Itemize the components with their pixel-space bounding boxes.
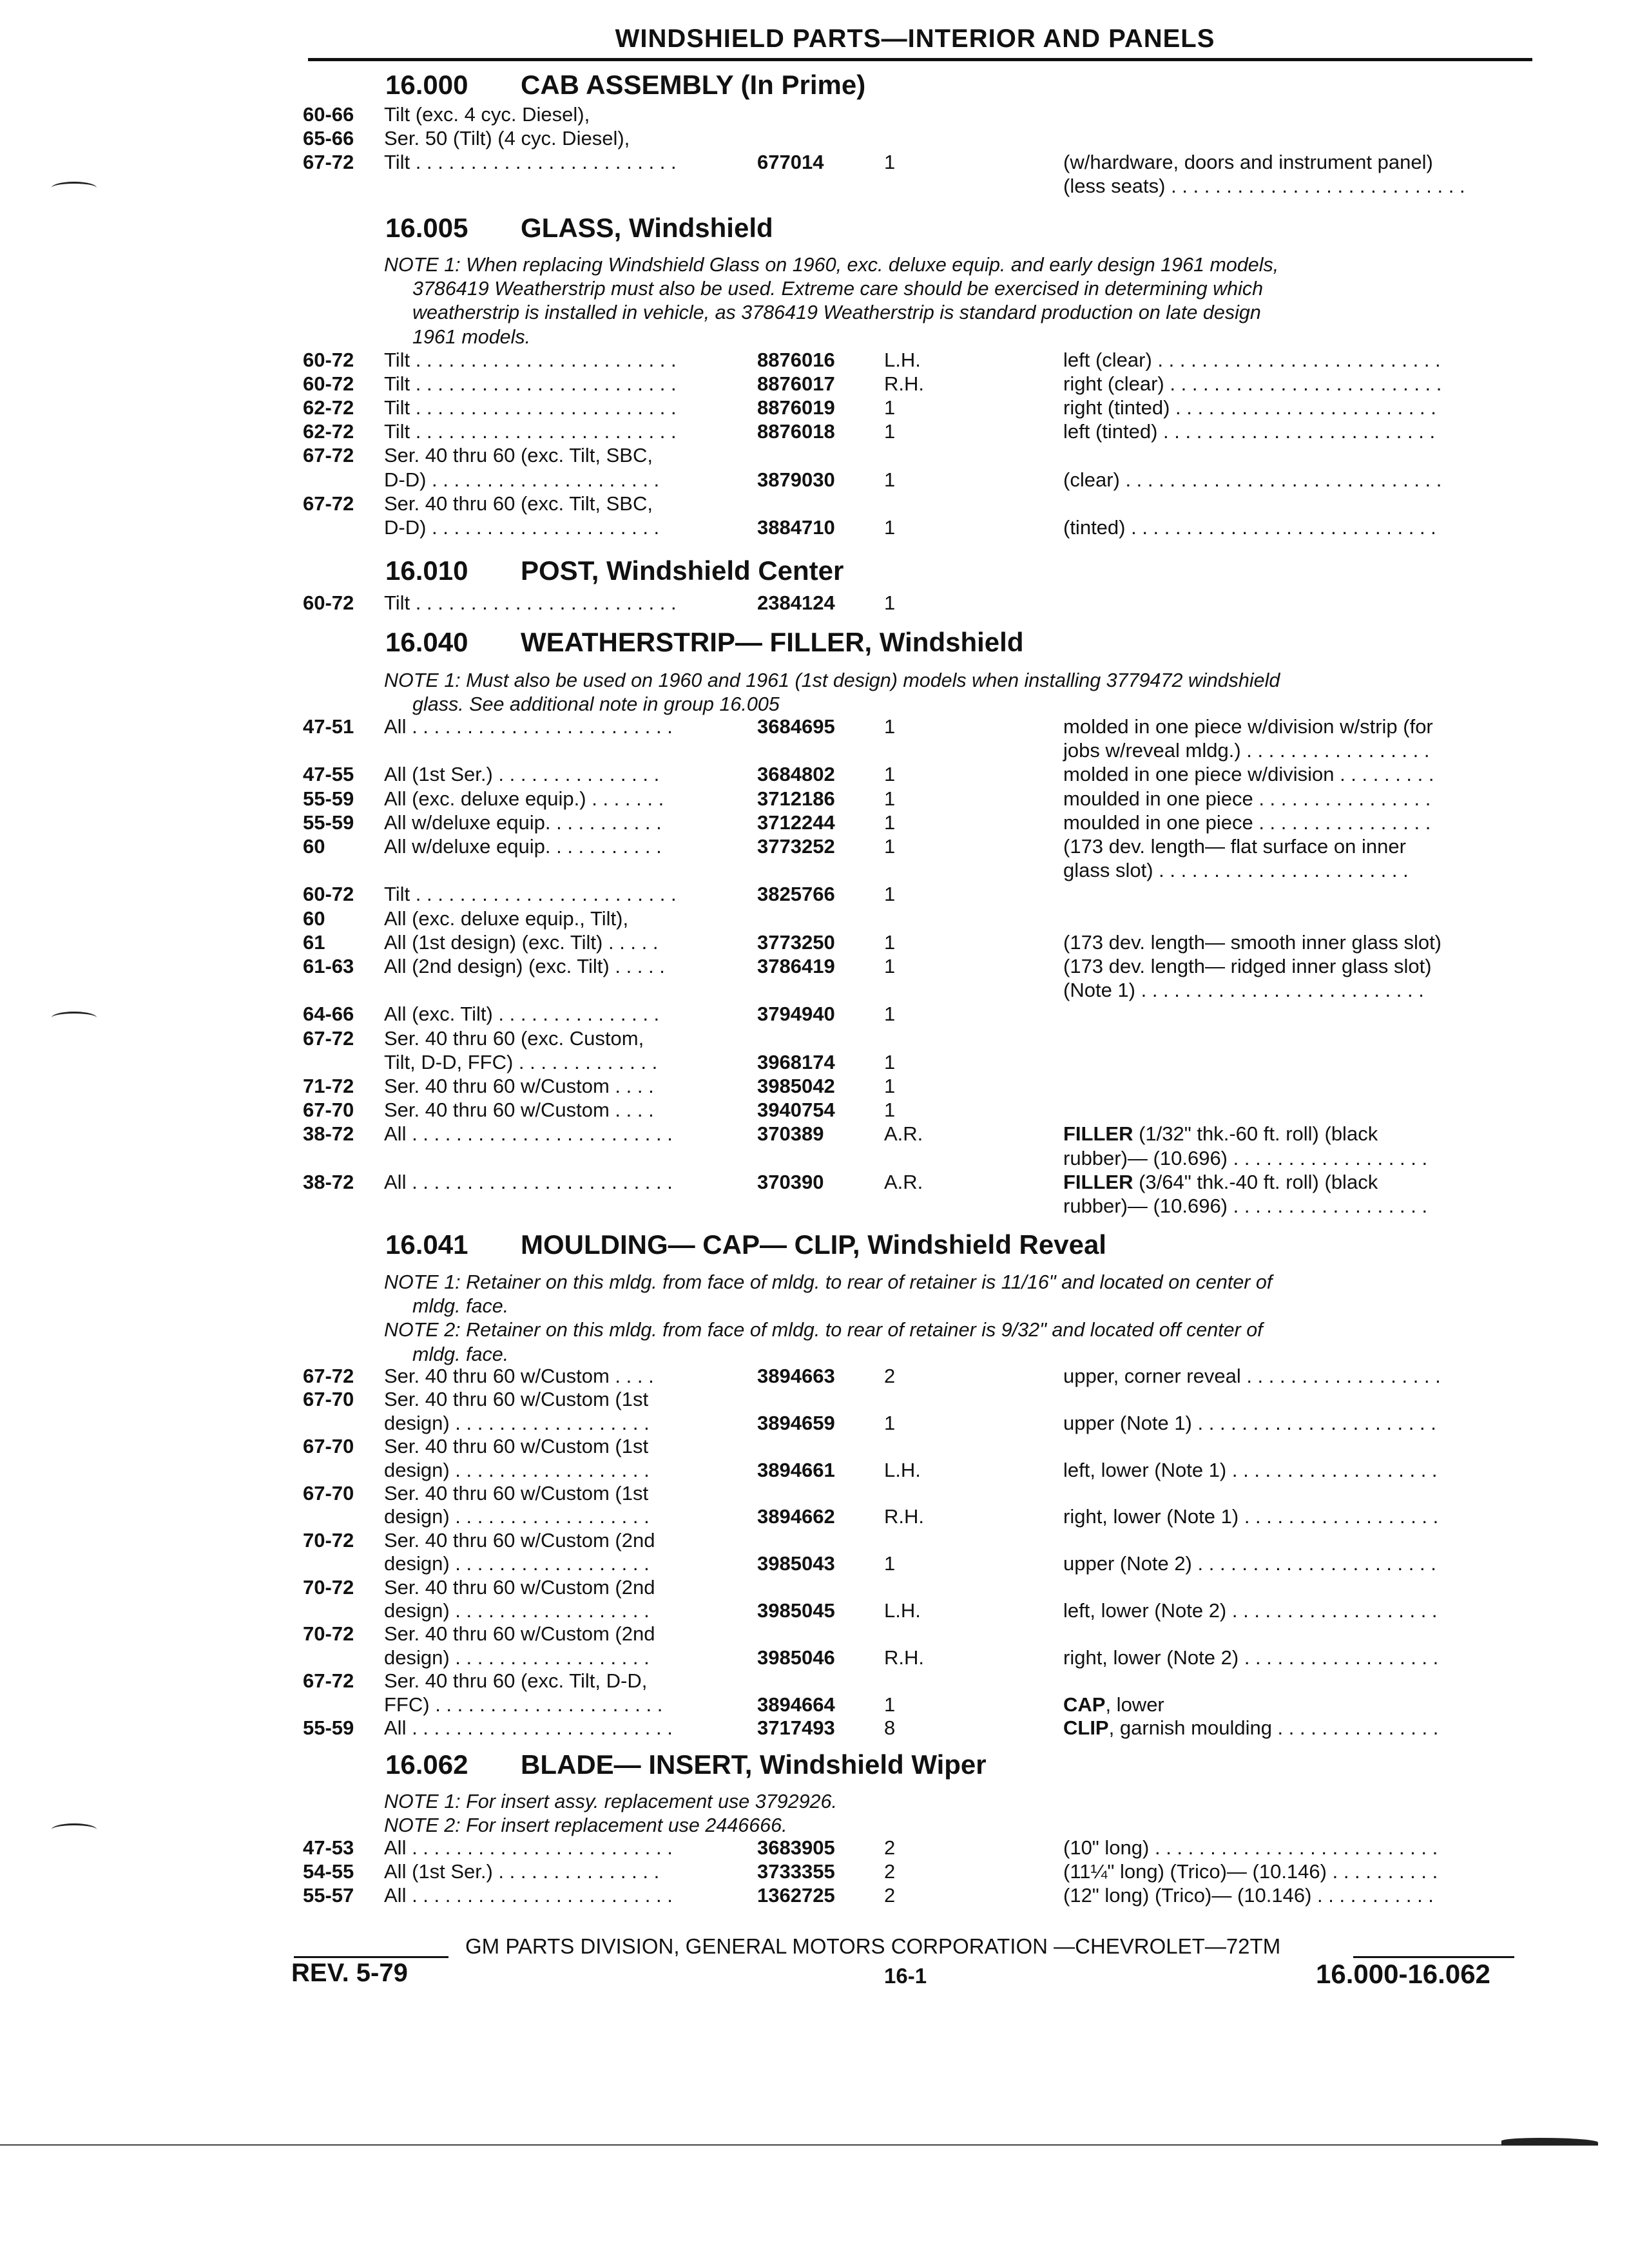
application: Tilt . . . . . . . . . . . . . . . . . . . . . . . . — [384, 372, 677, 396]
model-years: 47-53 — [303, 1836, 354, 1859]
description-text: (clear) . . . . . . . . . . . . . . . . . . . . . . . . . . . . . — [1063, 468, 1442, 491]
part-number: 3884710 — [757, 515, 835, 539]
application: design) . . . . . . . . . . . . . . . . . . — [384, 1458, 650, 1481]
description — [1063, 372, 1441, 396]
model-years: 67-72 — [303, 492, 354, 515]
description-text: (173 dev. length— ridged inner glass slot) — [1063, 955, 1432, 977]
quantity: 2 — [884, 1884, 896, 1907]
description — [1063, 739, 1430, 762]
application: design) . . . . . . . . . . . . . . . . . . — [384, 1646, 650, 1669]
part-number: 3894662 — [757, 1505, 835, 1528]
description — [1063, 1195, 1427, 1218]
quantity: 1 — [884, 1552, 896, 1575]
model-years: 70-72 — [303, 1528, 354, 1552]
description-text: (w/hardware, doors and instrument panel) — [1063, 151, 1433, 173]
part-type-label: CLIP — [1063, 1716, 1109, 1739]
application: All w/deluxe equip. . . . . . . . . . . — [384, 811, 662, 834]
description-text: upper, corner reveal . . . . . . . . . . . . . . . . . . — [1063, 1365, 1441, 1387]
section-note: NOTE 1: Retainer on this mldg. from face of mldg. to rear of retainer is 11/16" and located on center of mldg. face. NOTE 2: Retainer on this mldg. from face of mldg. to rear of retainer is 9/32" and located off center of mldg. face. — [384, 1271, 1273, 1365]
model-years: 67-72 — [303, 1365, 354, 1387]
description — [1063, 396, 1436, 419]
model-years: 61 — [303, 930, 325, 954]
part-number: 3684695 — [757, 715, 835, 738]
model-years: 64-66 — [303, 1003, 354, 1026]
quantity: 1 — [884, 1003, 896, 1026]
model-years: 62-72 — [303, 396, 354, 419]
part-number: 3985045 — [757, 1599, 835, 1622]
part-number: 3773252 — [757, 835, 835, 858]
part-number: 677014 — [757, 151, 824, 173]
model-years: 67-70 — [303, 1435, 354, 1458]
part-number: 370389 — [757, 1122, 824, 1146]
description-text: upper (Note 1) . . . . . . . . . . . . . . . . . . . . . . — [1063, 1411, 1436, 1434]
part-number: 8876018 — [757, 420, 835, 443]
model-years: 55-59 — [303, 1716, 354, 1739]
quantity: 2 — [884, 1836, 896, 1859]
application: All . . . . . . . . . . . . . . . . . . . . . . . . — [384, 1836, 673, 1859]
quantity: L.H. — [884, 1458, 921, 1481]
part-type-label: CAP — [1063, 1693, 1106, 1716]
description-text: left, lower (Note 2) . . . . . . . . . . . . . . . . . . . — [1063, 1599, 1438, 1622]
model-years: 67-72 — [303, 1669, 354, 1693]
part-number: 3894659 — [757, 1411, 835, 1434]
description-text: (Note 1) . . . . . . . . . . . . . . . . . . . . . . . . . . — [1063, 979, 1424, 1002]
description-text: rubber)— (10.696) . . . . . . . . . . . . . . . . . . — [1063, 1146, 1428, 1169]
model-years: 38-72 — [303, 1122, 354, 1146]
application: All (2nd design) (exc. Tilt) . . . . . — [384, 955, 665, 977]
description — [1063, 349, 1441, 372]
description — [1063, 1716, 1438, 1740]
application: All . . . . . . . . . . . . . . . . . . . . . . . . — [384, 715, 673, 738]
quantity: 1 — [884, 955, 896, 977]
quantity: 1 — [884, 515, 896, 539]
description — [1063, 1412, 1436, 1435]
quantity: 1 — [884, 883, 896, 906]
application: Ser. 40 thru 60 w/Custom . . . . — [384, 1099, 654, 1122]
description — [1063, 1122, 1378, 1146]
binding-hole-mark — [52, 1823, 97, 1836]
model-years: 38-72 — [303, 1170, 354, 1193]
description-text: right, lower (Note 2) . . . . . . . . . . . . . . . . . . — [1063, 1646, 1439, 1669]
quantity: 1 — [884, 1693, 896, 1716]
quantity: 1 — [884, 1099, 896, 1122]
description — [1063, 1646, 1438, 1669]
model-years: 55-59 — [303, 787, 354, 810]
part-number: 3733355 — [757, 1860, 835, 1883]
application: D-D) . . . . . . . . . . . . . . . . . . . . . — [384, 468, 660, 491]
part-number: 3786419 — [757, 955, 835, 977]
quantity: 1 — [884, 1050, 896, 1073]
part-number: 2384124 — [757, 591, 835, 614]
binding-hole-mark — [52, 1012, 97, 1024]
part-number: 3712244 — [757, 811, 835, 834]
description-text: (11¼" long) (Trico)— (10.146) . . . . . . . . . . — [1063, 1860, 1438, 1883]
application: Tilt . . . . . . . . . . . . . . . . . . . . . . . . — [384, 396, 677, 419]
part-number: 3894663 — [757, 1365, 835, 1387]
description-text: , garnish moulding . . . . . . . . . . . . . . . — [1108, 1716, 1439, 1739]
model-years: 60-72 — [303, 591, 354, 614]
model-years: 54-55 — [303, 1860, 354, 1883]
application: All (1st design) (exc. Tilt) . . . . . — [384, 930, 659, 954]
description — [1063, 151, 1433, 174]
description-text: right (tinted) . . . . . . . . . . . . . . . . . . . . . . . . — [1063, 396, 1436, 419]
description-text: moulded in one piece . . . . . . . . . . . . . . . . — [1063, 787, 1431, 810]
part-number: 370390 — [757, 1170, 824, 1193]
description — [1063, 175, 1465, 198]
model-years: 67-70 — [303, 1388, 354, 1411]
description — [1063, 931, 1441, 954]
quantity: 2 — [884, 1860, 896, 1883]
quantity: L.H. — [884, 349, 921, 371]
quantity: 2 — [884, 1365, 896, 1387]
description — [1063, 1505, 1438, 1528]
application: design) . . . . . . . . . . . . . . . . . . — [384, 1411, 650, 1434]
description-text: jobs w/reveal mldg.) . . . . . . . . . . . . . . . . . — [1063, 739, 1430, 762]
application: All (exc. Tilt) . . . . . . . . . . . . . . . — [384, 1003, 660, 1026]
description-text: (less seats) . . . . . . . . . . . . . . . . . . . . . . . . . . . — [1063, 175, 1465, 197]
part-number: 3712186 — [757, 787, 835, 810]
application: Ser. 40 thru 60 (exc. Custom, — [384, 1026, 644, 1050]
description-text: glass slot) . . . . . . . . . . . . . . . . . . . . . . . — [1063, 859, 1409, 882]
application: All . . . . . . . . . . . . . . . . . . . . . . . . — [384, 1170, 673, 1193]
part-number: 3894661 — [757, 1458, 835, 1481]
section-heading: 16.040 WEATHERSTRIP— FILLER, Windshield — [385, 627, 1024, 657]
description — [1063, 1459, 1438, 1482]
description-text: (10" long) . . . . . . . . . . . . . . . . . . . . . . . . . . — [1063, 1836, 1438, 1859]
description-text: moulded in one piece . . . . . . . . . . . . . . . . — [1063, 811, 1431, 834]
part-number: 3684802 — [757, 763, 835, 786]
model-years: 67-72 — [303, 1026, 354, 1050]
part-number: 8876016 — [757, 349, 835, 371]
revision-label: REV. 5-79 — [291, 1959, 408, 1987]
description — [1063, 420, 1435, 443]
description — [1063, 787, 1431, 811]
description-text: left, lower (Note 1) . . . . . . . . . . . . . . . . . . . — [1063, 1458, 1438, 1481]
quantity: 1 — [884, 396, 896, 419]
model-years: 60-66 — [303, 103, 354, 126]
description-text: , lower — [1105, 1693, 1164, 1716]
part-number: 3794940 — [757, 1003, 835, 1026]
page-number: 16-1 — [884, 1964, 927, 1988]
application: All (exc. deluxe equip., Tilt), — [384, 907, 629, 930]
part-number: 8876017 — [757, 372, 835, 396]
part-number: 3940754 — [757, 1099, 835, 1122]
scan-smudge — [1501, 2138, 1598, 2146]
application: Ser. 40 thru 60 w/Custom (2nd — [384, 1528, 655, 1552]
description — [1063, 1884, 1434, 1907]
quantity: 1 — [884, 811, 896, 834]
quantity: 1 — [884, 787, 896, 810]
description — [1063, 1147, 1427, 1170]
quantity: 1 — [884, 1075, 896, 1097]
description — [1063, 1599, 1438, 1622]
application: Ser. 40 thru 60 (exc. Tilt, SBC, — [384, 492, 653, 515]
application: Ser. 40 thru 60 w/Custom (2nd — [384, 1622, 655, 1646]
description — [1063, 979, 1424, 1002]
description — [1063, 1171, 1378, 1194]
quantity: A.R. — [884, 1170, 923, 1193]
quantity: 1 — [884, 151, 896, 173]
model-years: 67-70 — [303, 1482, 354, 1504]
part-number: 1362725 — [757, 1884, 835, 1907]
quantity: 1 — [884, 420, 896, 443]
part-number: 3825766 — [757, 883, 835, 906]
model-years: 55-57 — [303, 1884, 354, 1907]
quantity: 1 — [884, 930, 896, 954]
quantity: 8 — [884, 1716, 896, 1739]
quantity: R.H. — [884, 372, 924, 396]
description — [1063, 859, 1409, 882]
model-years: 47-51 — [303, 715, 354, 738]
quantity: R.H. — [884, 1505, 924, 1528]
description — [1063, 835, 1406, 858]
application: Ser. 40 thru 60 w/Custom . . . . — [384, 1365, 654, 1387]
part-number: 3985046 — [757, 1646, 835, 1669]
application: All (1st Ser.) . . . . . . . . . . . . . . . — [384, 1860, 660, 1883]
application: Ser. 40 thru 60 w/Custom (2nd — [384, 1575, 655, 1599]
publisher-line: GM PARTS DIVISION, GENERAL MOTORS CORPORATION —CHEVROLET—72TM — [465, 1934, 1281, 1958]
section-note: NOTE 1: For insert assy. replacement use 3792926. NOTE 2: For insert replacement use 2446666. — [384, 1791, 837, 1837]
model-years: 70-72 — [303, 1575, 354, 1599]
model-years: 60 — [303, 907, 325, 930]
description — [1063, 715, 1433, 738]
model-years: 61-63 — [303, 955, 354, 977]
model-years: 60-72 — [303, 349, 354, 371]
application: Tilt . . . . . . . . . . . . . . . . . . . . . . . . — [384, 349, 677, 371]
application: Ser. 50 (Tilt) (4 cyc. Diesel), — [384, 127, 630, 149]
page-title: WINDSHIELD PARTS—INTERIOR AND PANELS — [615, 24, 1215, 53]
section-range: 16.000-16.062 — [1316, 1959, 1490, 1989]
description-text: molded in one piece w/division . . . . . . . . . — [1063, 763, 1434, 786]
part-number: 3773250 — [757, 930, 835, 954]
section-note: NOTE 1: Must also be used on 1960 and 1961 (1st design) models when installing 3779472 windshield glass. See additional note in group 16.005 — [384, 669, 1280, 716]
description — [1063, 468, 1441, 492]
description — [1063, 955, 1432, 978]
application: D-D) . . . . . . . . . . . . . . . . . . . . . — [384, 515, 660, 539]
description-text: upper (Note 2) . . . . . . . . . . . . . . . . . . . . . . — [1063, 1552, 1436, 1575]
quantity: A.R. — [884, 1122, 923, 1146]
description-text: (173 dev. length— flat surface on inner — [1063, 835, 1406, 858]
quantity: 1 — [884, 591, 896, 614]
application: design) . . . . . . . . . . . . . . . . . . — [384, 1599, 650, 1622]
application: Tilt . . . . . . . . . . . . . . . . . . . . . . . . — [384, 151, 677, 173]
part-number: 3717493 — [757, 1716, 835, 1739]
model-years: 65-66 — [303, 127, 354, 149]
scan-bottom-edge — [0, 2144, 1598, 2146]
description — [1063, 1552, 1436, 1575]
description-text: right, lower (Note 1) . . . . . . . . . . . . . . . . . . — [1063, 1505, 1439, 1528]
part-type-label: FILLER — [1063, 1122, 1133, 1146]
quantity: 1 — [884, 1411, 896, 1434]
application: Ser. 40 thru 60 w/Custom (1st — [384, 1388, 649, 1411]
description-text: left (tinted) . . . . . . . . . . . . . . . . . . . . . . . . . — [1063, 420, 1436, 443]
section-heading: 16.000 CAB ASSEMBLY (In Prime) — [385, 70, 866, 100]
application: FFC) . . . . . . . . . . . . . . . . . . . . . — [384, 1693, 663, 1716]
model-years: 70-72 — [303, 1622, 354, 1646]
application: All . . . . . . . . . . . . . . . . . . . . . . . . — [384, 1716, 673, 1739]
part-number: 3968174 — [757, 1050, 835, 1073]
description — [1063, 1693, 1164, 1716]
application: Tilt . . . . . . . . . . . . . . . . . . . . . . . . — [384, 420, 677, 443]
description-text: (3/64" thk.-40 ft. roll) (black — [1133, 1170, 1378, 1193]
part-number: 3985043 — [757, 1552, 835, 1575]
part-number: 3683905 — [757, 1836, 835, 1859]
footer-rule-left — [294, 1956, 448, 1958]
application: Ser. 40 thru 60 w/Custom . . . . — [384, 1075, 654, 1097]
model-years: 60-72 — [303, 883, 354, 906]
description-text: (12" long) (Trico)— (10.146) . . . . . . . . . . . — [1063, 1884, 1434, 1907]
application: All (1st Ser.) . . . . . . . . . . . . . . . — [384, 763, 660, 786]
section-heading: 16.010 POST, Windshield Center — [385, 555, 844, 586]
description-text: (1/32" thk.-60 ft. roll) (black — [1133, 1122, 1378, 1146]
description-text: molded in one piece w/division w/strip (for — [1063, 715, 1433, 738]
model-years: 60 — [303, 835, 325, 858]
model-years: 47-55 — [303, 763, 354, 786]
application: Tilt, D-D, FFC) . . . . . . . . . . . . . — [384, 1050, 658, 1073]
description-text: (173 dev. length— smooth inner glass slot) — [1063, 930, 1442, 954]
description — [1063, 516, 1436, 539]
application: Tilt . . . . . . . . . . . . . . . . . . . . . . . . — [384, 883, 677, 906]
description — [1063, 811, 1431, 834]
section-note: NOTE 1: When replacing Windshield Glass on 1960, exc. deluxe equip. and early design 1961 models, 3786419 Weatherstrip must also be used. Extreme care should be exercised in determining which weatherstrip is installed in vehicle, as 3786419 Weatherstrip is standard production on late design 1961 models. — [384, 254, 1279, 348]
quantity: 1 — [884, 715, 896, 738]
description — [1063, 1836, 1438, 1860]
description — [1063, 1860, 1438, 1883]
application: All . . . . . . . . . . . . . . . . . . . . . . . . — [384, 1884, 673, 1907]
section-heading: 16.005 GLASS, Windshield — [385, 213, 773, 243]
part-number: 3894664 — [757, 1693, 835, 1716]
description-text: left (clear) . . . . . . . . . . . . . . . . . . . . . . . . . . — [1063, 349, 1441, 371]
model-years: 71-72 — [303, 1075, 354, 1097]
part-number: 3985042 — [757, 1075, 835, 1097]
description-text: right (clear) . . . . . . . . . . . . . . . . . . . . . . . . . — [1063, 372, 1442, 396]
application: All (exc. deluxe equip.) . . . . . . . — [384, 787, 664, 810]
description-text: (tinted) . . . . . . . . . . . . . . . . . . . . . . . . . . . . — [1063, 515, 1436, 539]
quantity: R.H. — [884, 1646, 924, 1669]
description — [1063, 1365, 1441, 1388]
application: design) . . . . . . . . . . . . . . . . . . — [384, 1552, 650, 1575]
application: Tilt (exc. 4 cyc. Diesel), — [384, 103, 590, 126]
model-years: 67-70 — [303, 1099, 354, 1122]
section-heading: 16.062 BLADE— INSERT, Windshield Wiper — [385, 1749, 987, 1780]
footer-rule-right — [1353, 1956, 1514, 1958]
model-years: 62-72 — [303, 420, 354, 443]
model-years: 60-72 — [303, 372, 354, 396]
model-years: 67-72 — [303, 444, 354, 467]
section-heading: 16.041 MOULDING— CAP— CLIP, Windshield Reveal — [385, 1229, 1106, 1260]
quantity: 1 — [884, 835, 896, 858]
application: Tilt . . . . . . . . . . . . . . . . . . . . . . . . — [384, 591, 677, 614]
quantity: 1 — [884, 468, 896, 491]
application: Ser. 40 thru 60 (exc. Tilt, D-D, — [384, 1669, 648, 1693]
application: Ser. 40 thru 60 (exc. Tilt, SBC, — [384, 444, 653, 467]
part-number: 8876019 — [757, 396, 835, 419]
model-years: 67-72 — [303, 151, 354, 173]
binding-hole-mark — [52, 182, 97, 194]
part-type-label: FILLER — [1063, 1170, 1133, 1193]
header-rule — [308, 58, 1532, 61]
model-years: 55-59 — [303, 811, 354, 834]
part-number: 3879030 — [757, 468, 835, 491]
application: Ser. 40 thru 60 w/Custom (1st — [384, 1435, 649, 1458]
quantity: L.H. — [884, 1599, 921, 1622]
application: All w/deluxe equip. . . . . . . . . . . — [384, 835, 662, 858]
application: design) . . . . . . . . . . . . . . . . . . — [384, 1505, 650, 1528]
application: Ser. 40 thru 60 w/Custom (1st — [384, 1482, 649, 1504]
description-text: rubber)— (10.696) . . . . . . . . . . . . . . . . . . — [1063, 1195, 1428, 1217]
description — [1063, 763, 1434, 786]
quantity: 1 — [884, 763, 896, 786]
application: All . . . . . . . . . . . . . . . . . . . . . . . . — [384, 1122, 673, 1146]
